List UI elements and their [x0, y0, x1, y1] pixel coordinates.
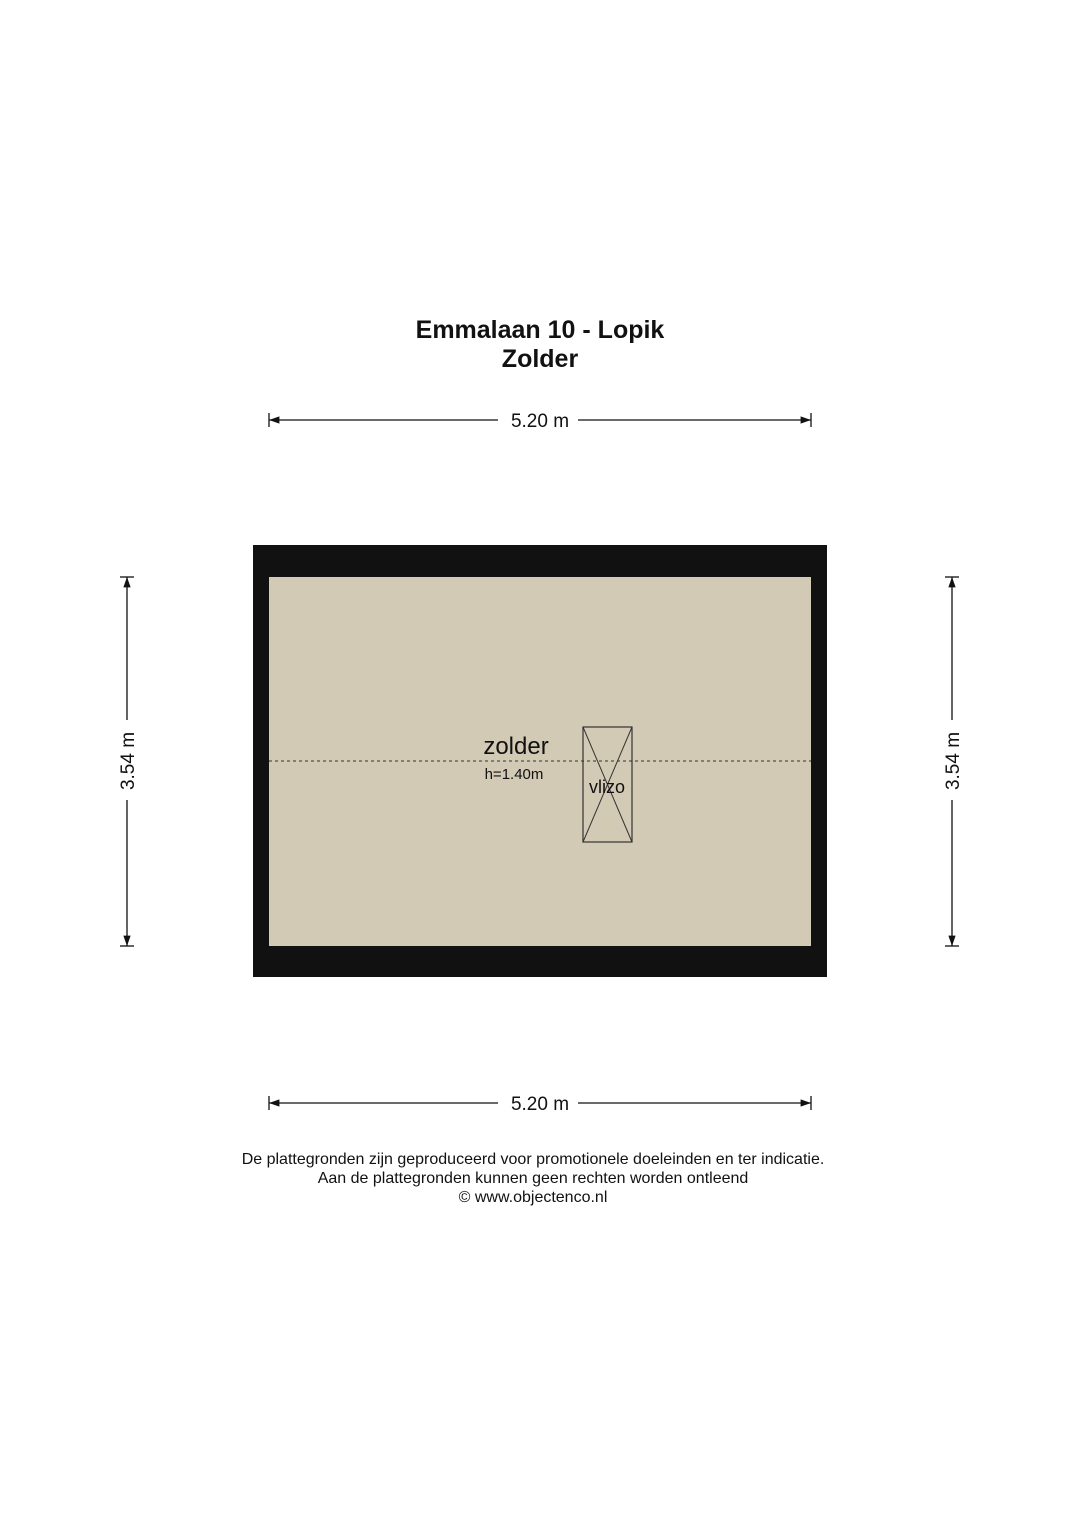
disclaimer-line-2: Aan de plattegronden kunnen geen rechten worden ontleend	[317, 1170, 749, 1187]
left-depth-label: 3.54 m	[118, 731, 139, 791]
left-depth-dimension	[118, 577, 139, 946]
top-width-label: 5.20 m	[510, 411, 570, 432]
plan-address-title: Emmalaan 10 - Lopik	[415, 316, 665, 344]
plan-floor-title: Zolder	[501, 345, 579, 373]
right-depth-label: 3.54 m	[943, 731, 964, 791]
bottom-width-label: 5.20 m	[510, 1094, 570, 1115]
right-depth-dimension	[943, 577, 964, 946]
hatch-label: vlizo	[588, 777, 626, 797]
copyright-line: © www.objectenco.nl	[458, 1189, 608, 1206]
top-width-dimension	[269, 411, 811, 432]
room-name-label: zolder	[483, 733, 549, 760]
room-height-label: h=1.40m	[484, 766, 544, 783]
disclaimer-line-1: De plattegronden zijn geproduceerd voor promotionele doeleinden en ter indicatie.	[241, 1151, 825, 1168]
bottom-width-dimension	[269, 1094, 811, 1115]
